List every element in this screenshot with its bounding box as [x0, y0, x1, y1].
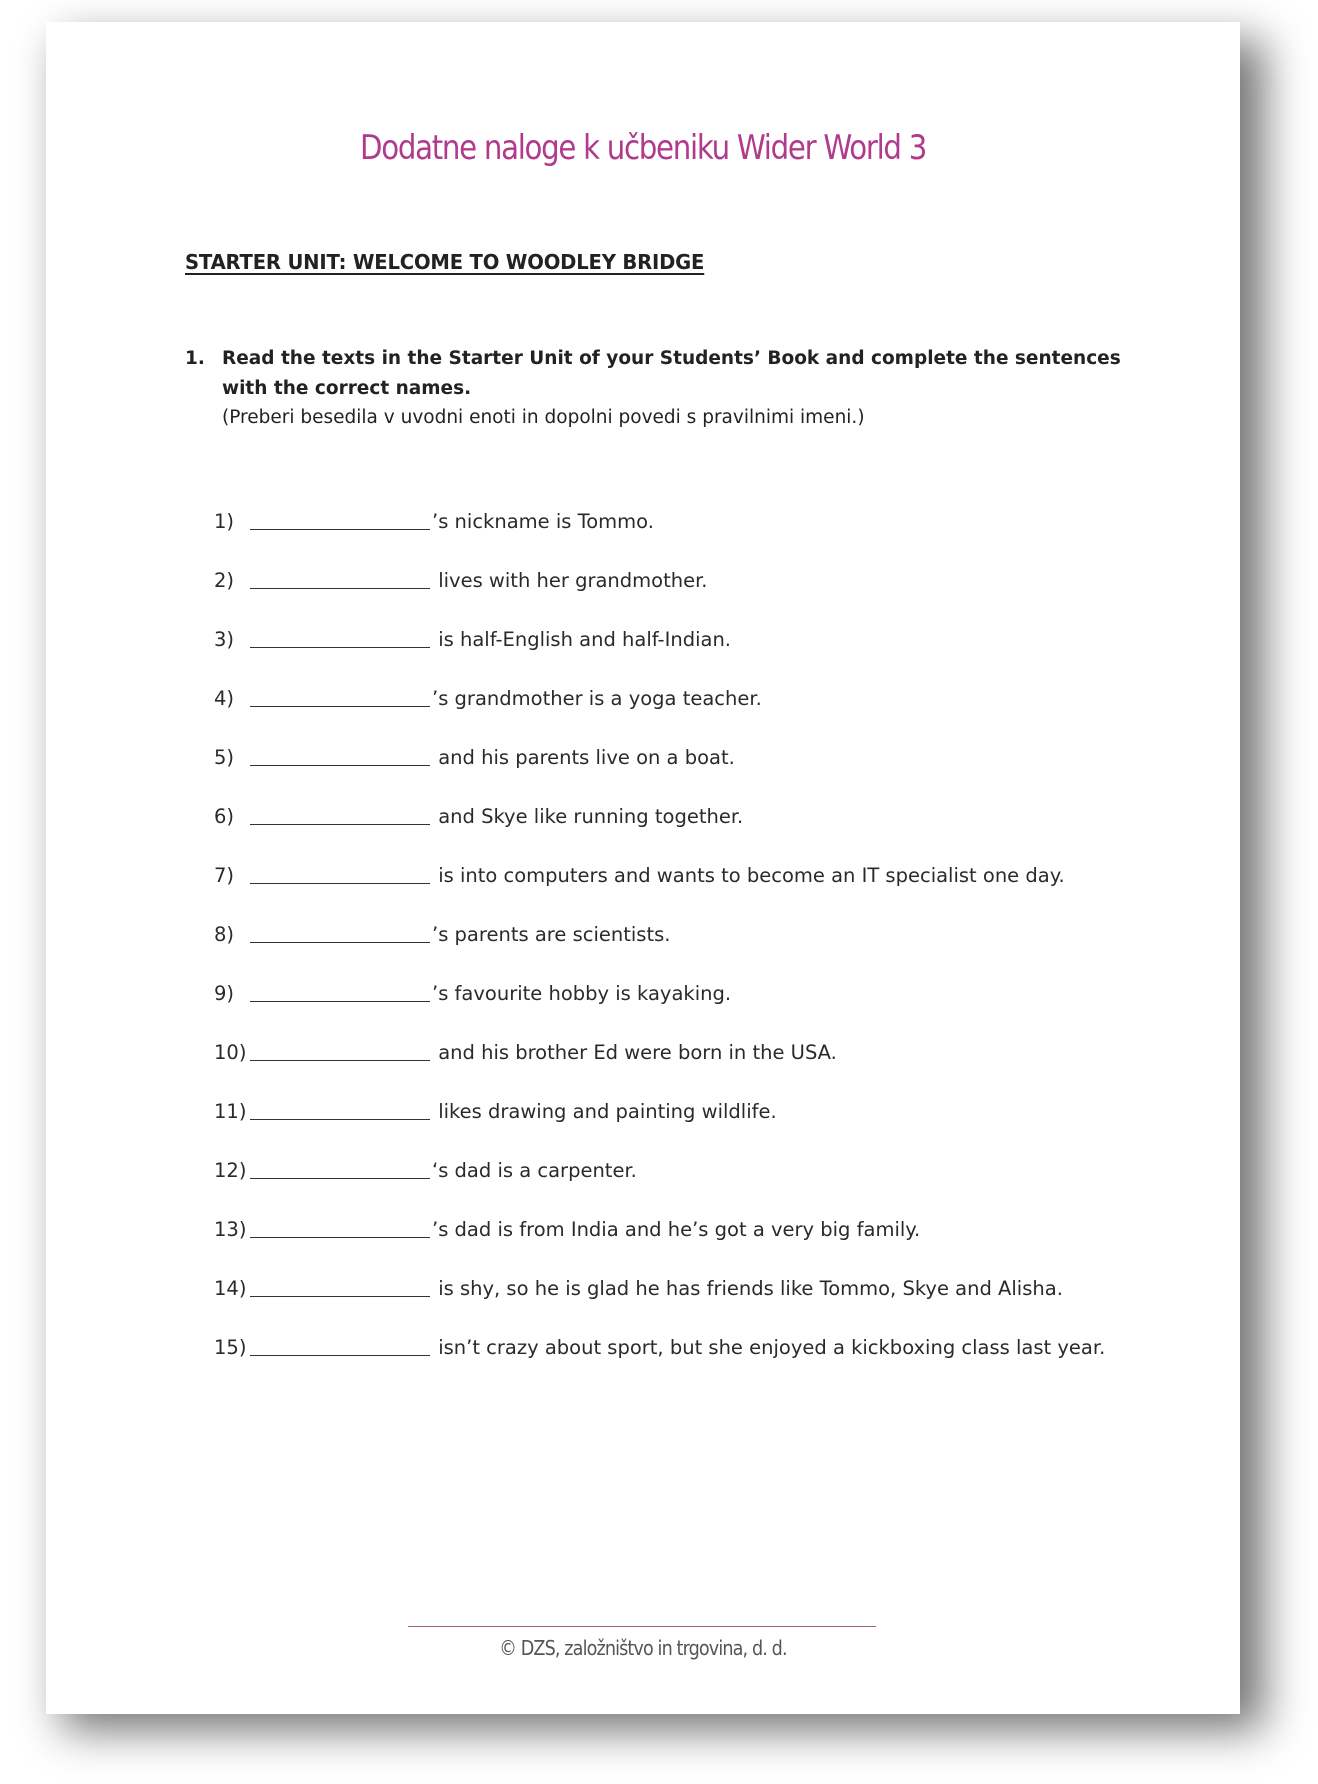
- item-text: ‘s dad is a carpenter.: [432, 1159, 637, 1182]
- task-instructions: [185, 344, 1145, 433]
- item-text: ’s dad is from India and he’s got a very big family.: [432, 1218, 921, 1241]
- item-number: 3): [214, 628, 235, 651]
- answer-blank[interactable]: [250, 1295, 430, 1297]
- answer-blank[interactable]: [250, 764, 430, 766]
- item-number: 15): [214, 1336, 247, 1359]
- answer-blank[interactable]: [250, 528, 430, 530]
- item-text: likes drawing and painting wildlife.: [432, 1100, 777, 1123]
- answer-blank[interactable]: [250, 1059, 430, 1061]
- item-number: 8): [214, 923, 235, 946]
- item-number: 9): [214, 982, 235, 1005]
- item-number: 13): [214, 1218, 247, 1241]
- answer-blank[interactable]: [250, 1354, 430, 1356]
- sentence-item: [214, 1041, 837, 1064]
- footer-divider: [408, 1626, 876, 1627]
- sentence-item: [214, 569, 708, 592]
- sentence-item: [214, 1159, 637, 1182]
- answer-blank[interactable]: [250, 823, 430, 825]
- instruction-english: Read the texts in the Starter Unit of your Students’ Book and complete the sentences with the correct names.: [222, 348, 1121, 399]
- item-text: and Skye like running together.: [432, 805, 744, 828]
- answer-blank[interactable]: [250, 705, 430, 707]
- item-text: ’s favourite hobby is kayaking.: [432, 982, 732, 1005]
- sentence-item: [214, 746, 735, 769]
- task-number: 1.: [185, 348, 205, 369]
- answer-blank[interactable]: [250, 882, 430, 884]
- item-text: and his brother Ed were born in the USA.: [432, 1041, 837, 1064]
- sentence-item: [214, 628, 731, 651]
- unit-heading: STARTER UNIT: WELCOME TO WOODLEY BRIDGE: [185, 250, 705, 274]
- item-text: isn’t crazy about sport, but she enjoyed a kickboxing class last year.: [432, 1336, 1106, 1359]
- item-number: 4): [214, 687, 235, 710]
- answer-blank[interactable]: [250, 941, 430, 943]
- item-number: 14): [214, 1277, 247, 1300]
- instruction-slovene: (Preberi besedila v uvodni enoti in dopolni povedi s pravilnimi imeni.): [222, 407, 865, 428]
- sentence-item: [214, 923, 670, 946]
- sentence-item: [214, 982, 731, 1005]
- item-text: ’s parents are scientists.: [432, 923, 671, 946]
- item-text: and his parents live on a boat.: [432, 746, 735, 769]
- document-title: Dodatne naloge k učbeniku Wider World 3: [359, 128, 927, 168]
- answer-blank[interactable]: [250, 1177, 430, 1179]
- item-number: 6): [214, 805, 235, 828]
- item-text: is shy, so he is glad he has friends like Tommo, Skye and Alisha.: [432, 1277, 1063, 1300]
- item-number: 12): [214, 1159, 247, 1182]
- item-text: is into computers and wants to become an IT specialist one day.: [432, 864, 1065, 887]
- sentence-item: [214, 1336, 1105, 1359]
- sentence-item: [214, 805, 743, 828]
- sentence-item: [214, 510, 654, 533]
- sentence-item: [214, 1277, 1063, 1300]
- sentence-item: [214, 864, 1065, 887]
- item-number: 5): [214, 746, 235, 769]
- answer-blank[interactable]: [250, 1000, 430, 1002]
- sentence-item: [214, 1218, 920, 1241]
- item-text: ’s grandmother is a yoga teacher.: [432, 687, 762, 710]
- answer-blank[interactable]: [250, 1118, 430, 1120]
- item-number: 11): [214, 1100, 247, 1123]
- worksheet-page: [46, 22, 1240, 1714]
- answer-blank[interactable]: [250, 646, 430, 648]
- item-number: 2): [214, 569, 235, 592]
- item-text: lives with her grandmother.: [432, 569, 708, 592]
- footer-copyright: © DZS, založništvo in trgovina, d. d.: [499, 1636, 787, 1660]
- answer-blank[interactable]: [250, 587, 430, 589]
- answer-blank[interactable]: [250, 1236, 430, 1238]
- item-text: is half-English and half-Indian.: [432, 628, 732, 651]
- item-number: 10): [214, 1041, 247, 1064]
- item-text: ’s nickname is Tommo.: [432, 510, 654, 533]
- sentence-item: [214, 687, 762, 710]
- item-number: 1): [214, 510, 235, 533]
- item-number: 7): [214, 864, 235, 887]
- sentence-item: [214, 1100, 777, 1123]
